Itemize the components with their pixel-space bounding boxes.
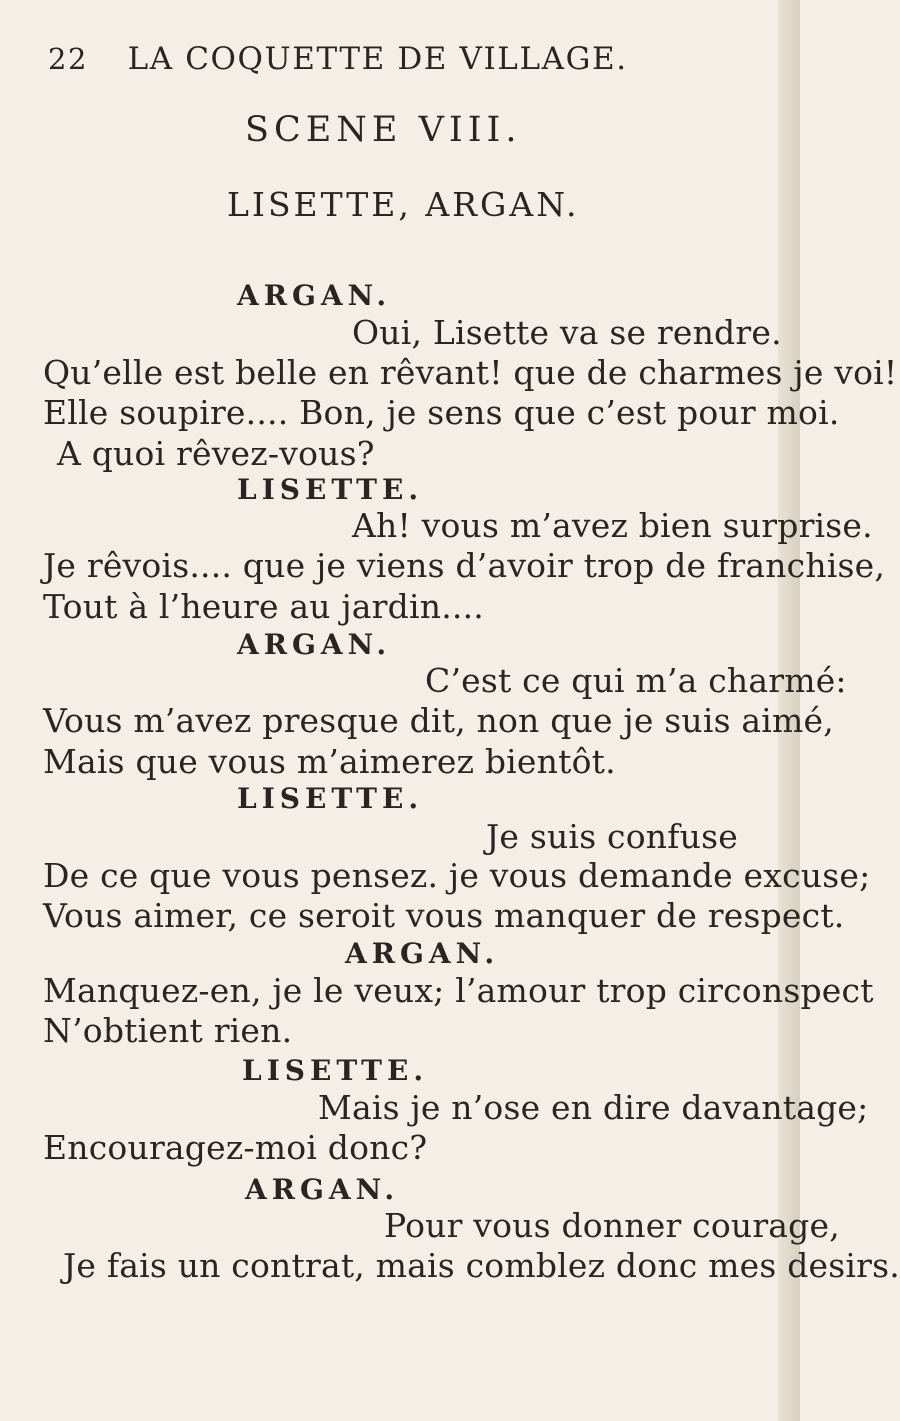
- verse-line: Encouragez-moi donc?: [43, 1128, 428, 1167]
- verse-line: Tout à l’heure au jardin....: [43, 587, 484, 626]
- verse-line: Qu’elle est belle en rêvant! que de charmes je voi!: [43, 353, 898, 392]
- verse-line: Pour vous donner courage,: [384, 1206, 840, 1245]
- scene-characters: LISETTE, ARGAN.: [227, 185, 580, 224]
- verse-line: Manquez-en, je le veux; l’amour trop circonspect: [43, 971, 874, 1010]
- speaker-name: LISETTE.: [237, 782, 424, 815]
- verse-line: Mais je n’ose en dire davantage;: [318, 1088, 869, 1127]
- running-title: LA COQUETTE DE VILLAGE.: [127, 41, 628, 77]
- verse-line: Oui, Lisette va se rendre.: [352, 313, 782, 352]
- speaker-name: LISETTE.: [242, 1054, 429, 1087]
- speaker-name: ARGAN.: [345, 937, 500, 970]
- verse-line: Mais que vous m’aimerez bientôt.: [43, 742, 616, 781]
- verse-line: N’obtient rien.: [43, 1011, 293, 1050]
- verse-line: Vous aimer, ce seroit vous manquer de respect.: [43, 896, 845, 935]
- verse-line: Elle soupire.... Bon, je sens que c’est pour moi.: [43, 393, 840, 432]
- verse-line: Ah! vous m’avez bien surprise.: [352, 506, 873, 545]
- page-number: 22: [48, 42, 89, 76]
- verse-line: De ce que vous pensez. je vous demande excuse;: [43, 856, 871, 895]
- verse-line: Vous m’avez presque dit, non que je suis aimé,: [43, 701, 834, 740]
- speaker-name: ARGAN.: [237, 279, 392, 312]
- speaker-name: ARGAN.: [245, 1173, 400, 1206]
- verse-line: A quoi rêvez-vous?: [57, 434, 375, 473]
- scene-title: SCENE VIII.: [245, 110, 522, 150]
- running-header: [48, 41, 628, 77]
- verse-line: Je rêvois.... que je viens d’avoir trop de franchise,: [43, 546, 886, 585]
- speaker-name: ARGAN.: [237, 628, 392, 661]
- verse-line: Je suis confuse: [486, 817, 738, 856]
- verse-line: C’est ce qui m’a charmé:: [425, 661, 847, 700]
- verse-line: Je fais un contrat, mais comblez donc mes desirs.: [63, 1246, 900, 1285]
- speaker-name: LISETTE.: [237, 473, 424, 506]
